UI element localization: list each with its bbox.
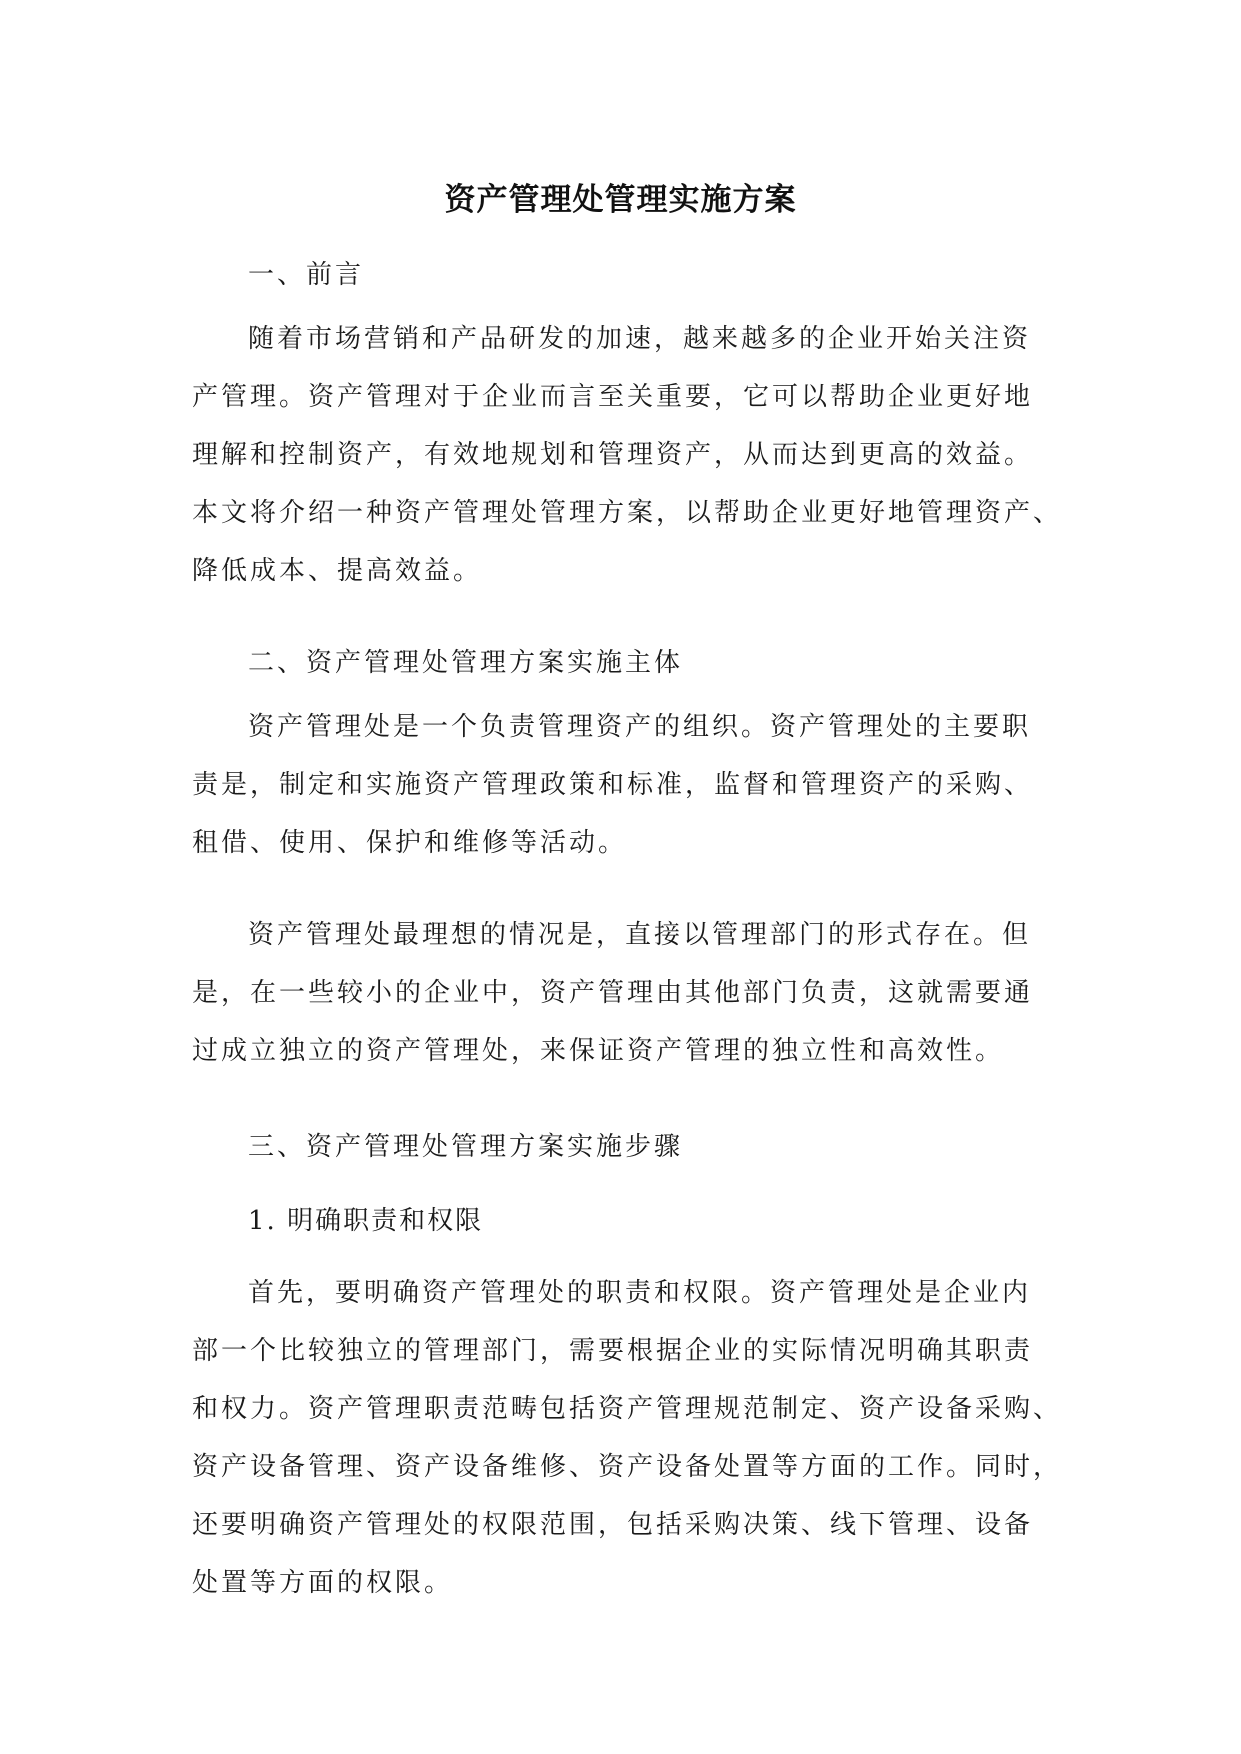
section-2-paragraph-1 (192, 698, 1072, 872)
paragraph-line: 还要明确资产管理处的权限范围，包括采购决策、线下管理、设备 (192, 1510, 1034, 1540)
section-3-subheading-block (192, 1192, 1072, 1250)
section-1-heading-block (192, 246, 1072, 304)
section-heading: 二、资产管理处管理方案实施主体 (248, 648, 684, 678)
section-1-paragraph-1 (192, 310, 1072, 600)
paragraph-line: 和权力。资产管理职责范畴包括资产管理规范制定、资产设备采购、 (192, 1394, 1063, 1424)
paragraph-line: 部一个比较独立的管理部门，需要根据企业的实际情况明确其职责 (192, 1336, 1034, 1366)
section-3-heading-block (192, 1118, 1072, 1176)
paragraph-line: 产管理。资产管理对于企业而言至关重要，它可以帮助企业更好地 (192, 382, 1034, 412)
paragraph-line: 处置等方面的权限。 (192, 1568, 454, 1598)
paragraph-line: 过成立独立的资产管理处，来保证资产管理的独立性和高效性。 (192, 1036, 1005, 1066)
section-2-heading-block (192, 634, 1072, 692)
paragraph-line: 首先，要明确资产管理处的职责和权限。资产管理处是企业内 (248, 1278, 1032, 1308)
paragraph-line: 责是，制定和实施资产管理政策和标准，监督和管理资产的采购、 (192, 770, 1034, 800)
section-2-paragraph-2 (192, 906, 1072, 1080)
paragraph-line: 是，在一些较小的企业中，资产管理由其他部门负责，这就需要通 (192, 978, 1034, 1008)
paragraph-line: 随着市场营销和产品研发的加速，越来越多的企业开始关注资 (248, 324, 1032, 354)
section-heading: 一、前言 (248, 260, 365, 290)
section-heading: 三、资产管理处管理方案实施步骤 (248, 1132, 684, 1162)
paragraph-line: 本文将介绍一种资产管理处管理方案，以帮助企业更好地管理资产、 (192, 498, 1063, 528)
paragraph-line: 租借、使用、保护和维修等活动。 (192, 828, 628, 858)
paragraph-line: 资产设备管理、资产设备维修、资产设备处置等方面的工作。同时， (192, 1452, 1063, 1482)
paragraph-line: 资产管理处是一个负责管理资产的组织。资产管理处的主要职 (248, 712, 1032, 742)
paragraph-line: 降低成本、提高效益。 (192, 556, 483, 586)
paragraph-line: 理解和控制资产，有效地规划和管理资产，从而达到更高的效益。 (192, 440, 1034, 470)
numbered-subheading: 1. 明确职责和权限 (248, 1206, 484, 1236)
section-3-paragraph-1 (192, 1264, 1072, 1612)
document-title: 资产管理处管理实施方案 (444, 182, 797, 218)
paragraph-line: 资产管理处最理想的情况是，直接以管理部门的形式存在。但 (248, 920, 1032, 950)
